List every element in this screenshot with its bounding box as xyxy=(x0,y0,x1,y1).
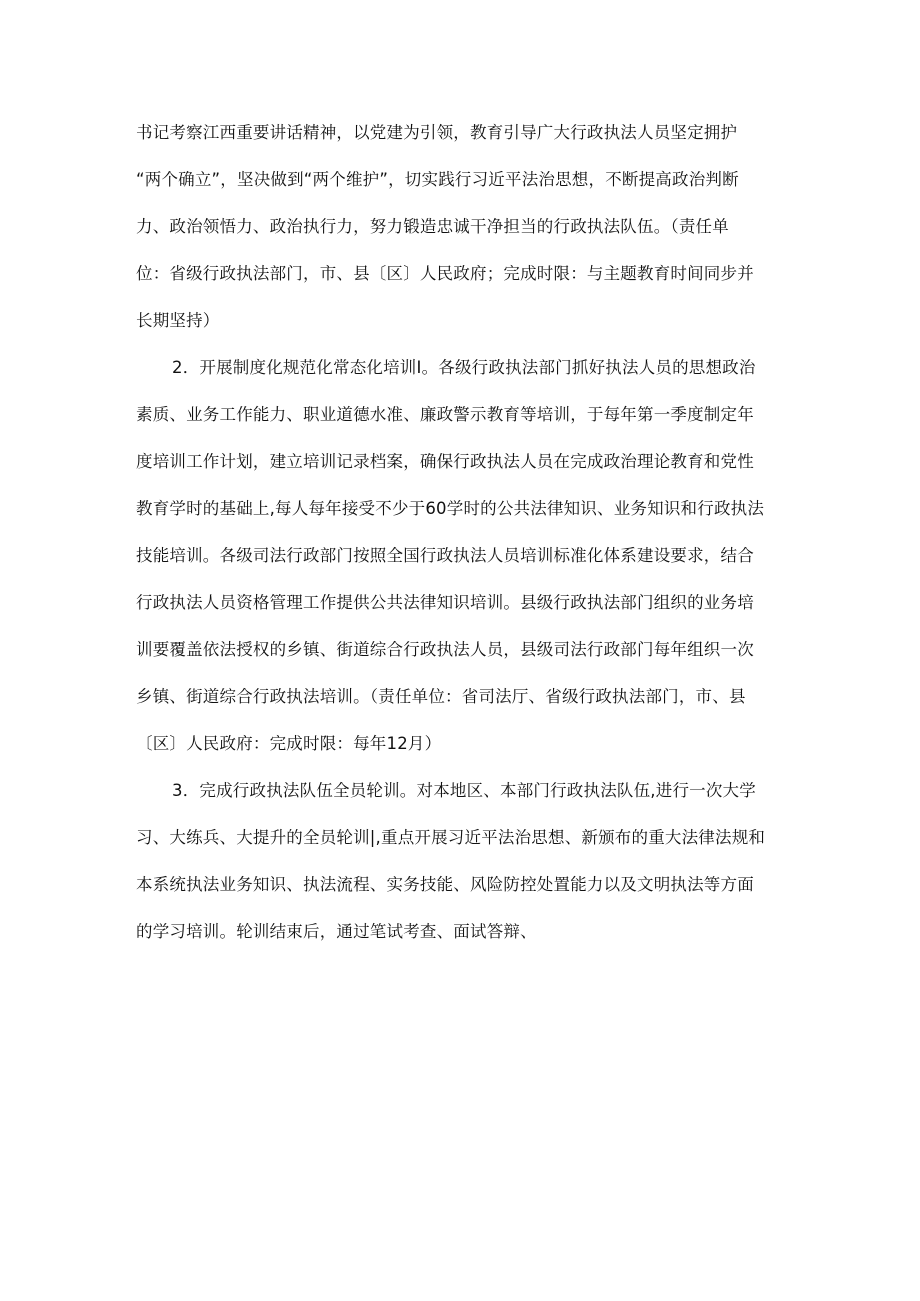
paragraph-2-line-6: 行政执法人员资格管理工作提供公共法律知识培训。县级行政执法部门组织的业务培 xyxy=(136,593,754,612)
paragraph-2-line-8: 乡镇、街道综合行政执法培训。（责任单位：省司法厅、省级行政执法部门，市、县 xyxy=(136,687,746,706)
paragraph-2-line-5: 技能培训。各级司法行政部门按照全国行政执法人员培训标准化体系建设要求，结合 xyxy=(136,546,754,565)
paragraph-3-line-1: 3．完成行政执法队伍全员轮训。对本地区、本部门行政执法队伍,进行一次大学 xyxy=(172,781,756,800)
paragraph-2-line-9: 〔区〕人民政府：完成时限：每年12月） xyxy=(136,734,442,753)
paragraph-2-line-1: 2．开展制度化规范化常态化培训Ⅰ。各级行政执法部门抓好执法人员的思想政治 xyxy=(172,358,756,377)
paragraph-1-line-5: 长期坚持） xyxy=(136,311,220,330)
paragraph-2-line-4: 教育学时的基础上,每人每年接受不少于60学时的公共法律知识、业务知识和行政执法 xyxy=(136,499,765,518)
paragraph-2-line-7: 训要覆盖依法授权的乡镇、街道综合行政执法人员，县级司法行政部门每年组织一次 xyxy=(136,640,754,659)
paragraph-3-line-2: 习、大练兵、大提升的全员轮训|,重点开展习近平法治思想、新颁布的重大法律法规和 xyxy=(136,828,766,847)
paragraph-2-line-2: 素质、业务工作能力、职业道德水准、廉政警示教育等培训，于每年第一季度制定年 xyxy=(136,405,754,424)
paragraph-2-line-3: 度培训工作计划，建立培训记录档案，确保行政执法人员在完成政治理论教育和党性 xyxy=(136,452,754,471)
paragraph-3-line-4: 的学习培训。轮训结束后，通过笔试考查、面试答辩、 xyxy=(136,922,537,941)
paragraph-1-line-2: “两个确立”，坚决做到“两个维护”，切实践行习近平法治思想，不断提高政治判断 xyxy=(136,170,739,189)
paragraph-1-line-3: 力、政治领悟力、政治执行力，努力锻造忠诚干净担当的行政执法队伍。（责任单 xyxy=(136,217,729,236)
paragraph-1-line-1: 书记考察江西重要讲话精神，以党建为引领，教育引导广大行政执法人员坚定拥护 xyxy=(136,123,738,142)
paragraph-3-line-3: 本系统执法业务知识、执法流程、实务技能、风险防控处置能力以及文明执法等方面 xyxy=(136,875,754,894)
paragraph-1-line-4: 位：省级行政执法部门，市、县〔区〕人民政府；完成时限：与主题教育时间同步并 xyxy=(136,264,754,283)
